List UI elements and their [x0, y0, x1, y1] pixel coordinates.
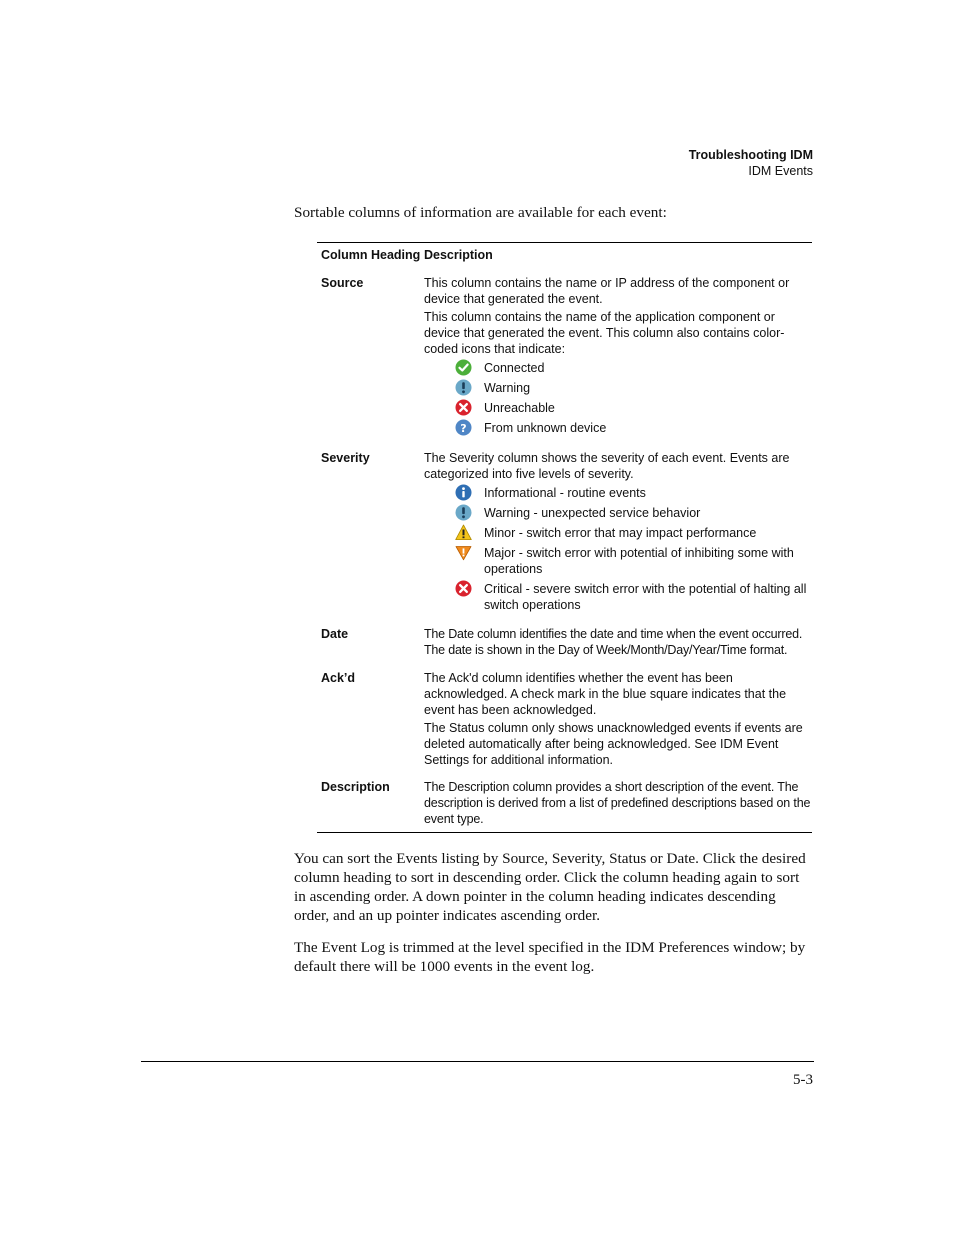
list-item [455, 419, 815, 439]
running-header-chapter: Troubleshooting IDM [688, 148, 813, 162]
info-icon [455, 484, 472, 501]
icon-label: Warning - unexpected service behavior [484, 506, 701, 520]
unreachable-x-icon [455, 399, 472, 416]
row-heading-date: Date [321, 627, 349, 641]
source-paragraph-2: This column contains the name of the application component or device that generated the event. This column also contains color-coded icons that indicate: [424, 310, 785, 356]
event-log-paragraph: The Event Log is trimmed at the level specified in the IDM Preferences window; by default there will be 1000 events in the event log. [294, 939, 806, 975]
running-header-section: IDM Events [748, 164, 813, 178]
source-icon-list [455, 359, 815, 439]
list-item [455, 399, 815, 419]
ackd-paragraph-1: The Ack'd column identifies whether the event has been acknowledged. A check mark in the blue square indicates that the event has been acknowledged. [424, 671, 787, 717]
severity-icon-list [455, 484, 815, 616]
warning-exclamation-icon [455, 379, 472, 396]
row-heading-severity: Severity [321, 451, 370, 465]
list-item [455, 484, 815, 504]
icon-label: From unknown device [484, 421, 607, 435]
row-heading-description: Description [321, 780, 390, 794]
critical-x-icon [455, 580, 472, 597]
icon-label: Unreachable [484, 401, 555, 415]
list-item [455, 580, 815, 616]
icon-label: Minor - switch error that may impact performance [484, 526, 757, 540]
row-description-date [424, 626, 812, 660]
list-item [455, 524, 815, 544]
source-paragraph-1: This column contains the name or IP address of the component or device that generated the event. [424, 276, 790, 306]
list-item [455, 359, 815, 379]
icon-label: Informational - routine events [484, 486, 646, 500]
list-item [455, 504, 815, 524]
table-bottom-rule [317, 832, 812, 833]
major-triangle-icon [455, 544, 472, 561]
sort-paragraph: You can sort the Events listing by Source, Severity, Status or Date. Click the desired column heading to sort in descending order. Click the column heading again to sort in ascending order. A down pointer in the column heading indicates descending order, and an up pointer indicates ascending order. [294, 850, 806, 924]
table-heading-description: Description [424, 248, 493, 262]
warning-exclamation-icon [455, 504, 472, 521]
minor-triangle-icon [455, 524, 472, 541]
intro-paragraph: Sortable columns of information are available for each event: [294, 204, 667, 221]
date-paragraph-1: The Date column identifies the date and time when the event occurred. The date is shown in the Day of Week/Month/Day/Year/Time format. [424, 627, 803, 657]
ackd-paragraph-2: The Status column only shows unacknowledged events if events are deleted automatically after being acknowledged. See IDM Event Settings for additional information. [424, 721, 803, 767]
footer-rule [141, 1061, 814, 1062]
icon-label: Major - switch error with potential of inhibiting some with operations [484, 546, 794, 576]
row-heading-source: Source [321, 276, 364, 290]
unknown-question-icon [455, 419, 472, 436]
icon-label: Connected [484, 361, 545, 375]
severity-paragraph-1: The Severity column shows the severity of each event. Events are categorized into five levels of severity. [424, 451, 790, 481]
row-description-ackd [424, 670, 812, 770]
icon-label: Critical - severe switch error with the potential of halting all switch operations [484, 582, 807, 612]
table-heading-column: Column Heading [321, 248, 421, 262]
row-description-source [424, 275, 812, 359]
table-top-rule [317, 242, 812, 243]
row-heading-ackd: Ack’d [321, 671, 356, 685]
row-description-severity [424, 450, 812, 484]
list-item [455, 544, 815, 580]
icon-label: Warning [484, 381, 531, 395]
list-item [455, 379, 815, 399]
svg-text:?: ? [460, 422, 467, 435]
page-number: 5-3 [793, 1072, 813, 1088]
row-description-description [424, 779, 812, 829]
description-paragraph-1: The Description column provides a short description of the event. The description is derived from a list of predefined descriptions based on the event type. [424, 780, 811, 826]
connected-check-icon [455, 359, 472, 376]
